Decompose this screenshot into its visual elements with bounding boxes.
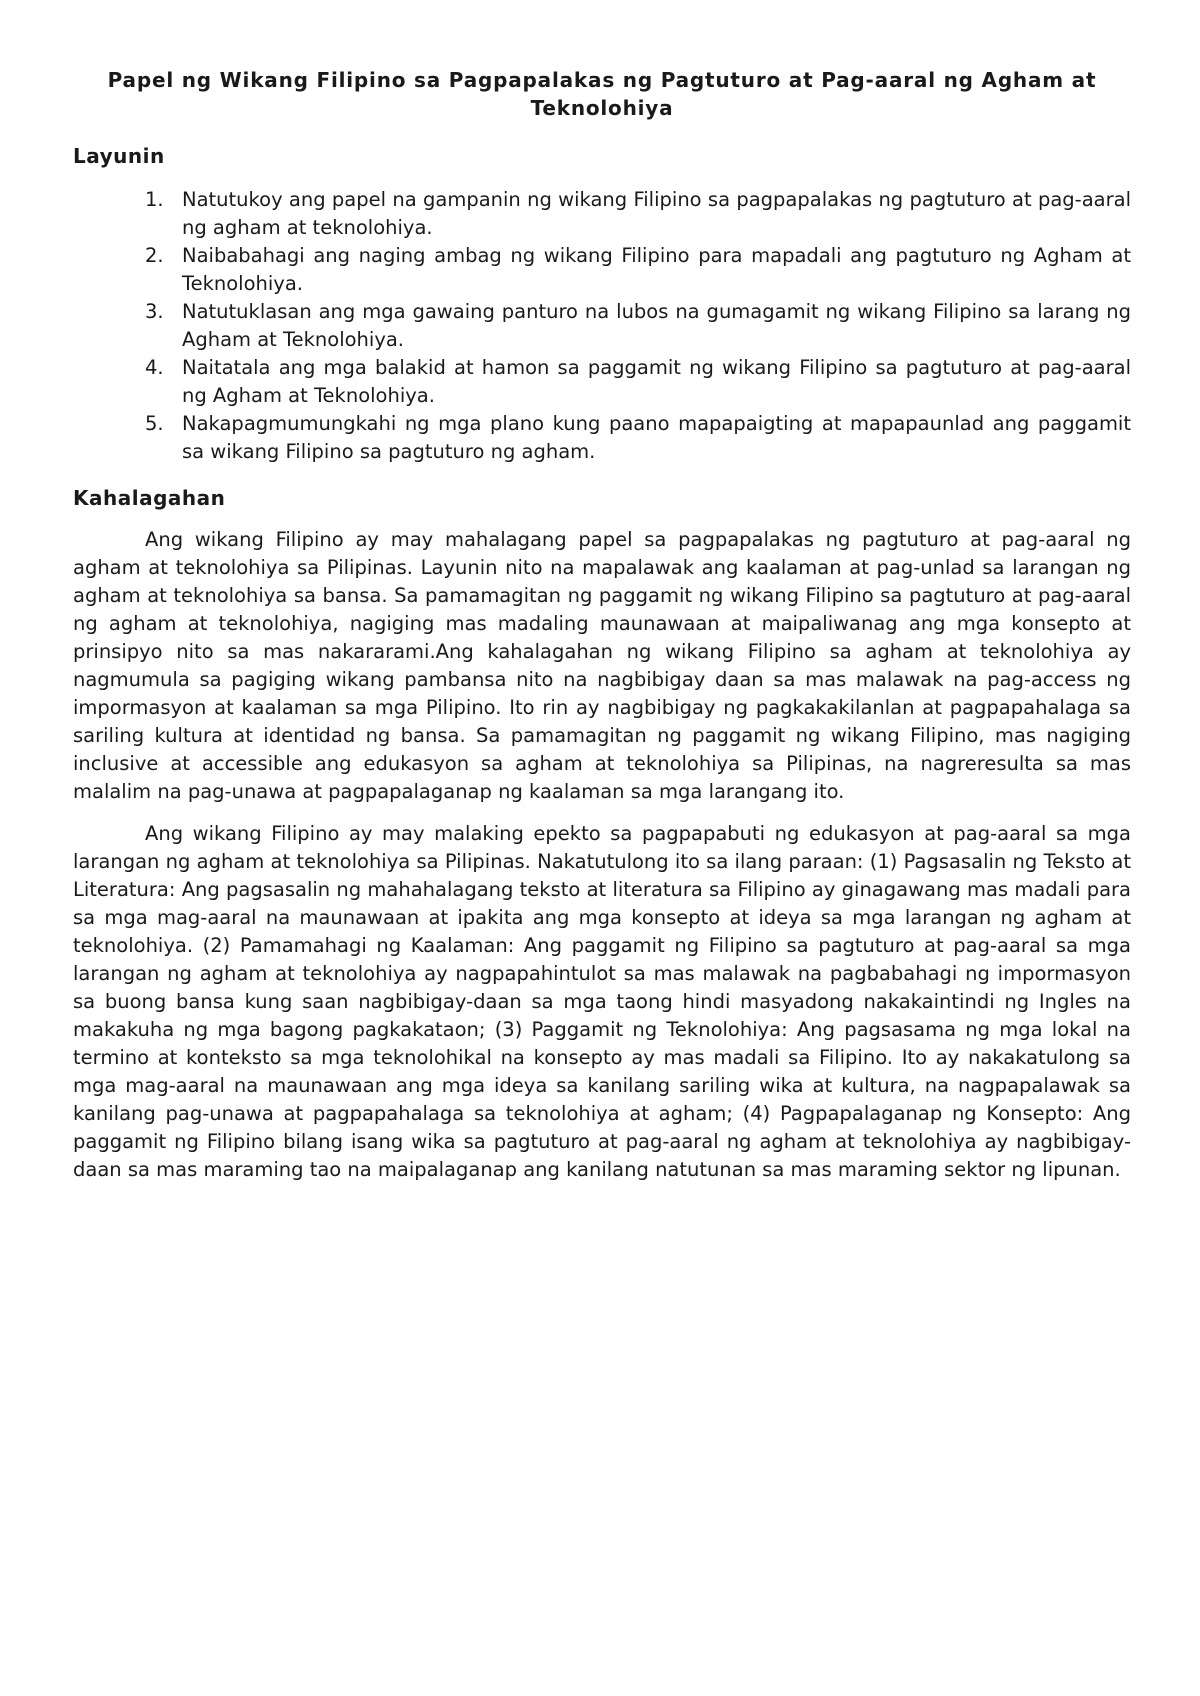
list-item-number: 3. bbox=[145, 300, 164, 323]
importance-heading: Kahalagahan bbox=[73, 486, 226, 510]
list-item-number: 2. bbox=[145, 244, 164, 267]
list-item bbox=[73, 186, 1131, 242]
list-item-text: Natutuklasan ang mga gawaing panturo na lubos na gumagamit ng wikang Filipino sa larang ng Agham at Teknolohiya. bbox=[182, 300, 1131, 351]
list-item-text: Naibabahagi ang naging ambag ng wikang Filipino para mapadali ang pagtuturo ng Agham at Teknolohiya. bbox=[182, 244, 1131, 295]
list-item-text: Natutukoy ang papel na gampanin ng wikang Filipino sa pagpapalakas ng pagtuturo at pag-aaral ng agham at teknolohiya. bbox=[182, 188, 1131, 239]
document-page bbox=[73, 66, 1131, 1198]
list-item bbox=[73, 242, 1131, 298]
list-item bbox=[73, 354, 1131, 410]
importance-paragraph-2: Ang wikang Filipino ay may malaking epekto sa pagpapabuti ng edukasyon at pag-aaral sa mga larangan ng agham at teknolohiya sa Pilipinas. Nakatutulong ito sa ilang paraan: (1) Pagsasalin ng Teksto at Literatura: Ang pagsasalin ng mahahalagang teksto at literatura sa Filipino ay ginagawang mas madali para sa mga mag-aaral na maunawaan at ipakita ang mga konsepto at ideya sa mga larangan ng agham at teknolohiya. (2) Pamamahagi ng Kaalaman: Ang paggamit ng Filipino sa pagtuturo at pag-aaral sa mga larangan ng agham at teknolohiya ay nagpapahintulot sa mas malawak na pagbabahagi ng impormasyon sa buong bansa kung saan nagbibigay-daan sa mga taong hindi masyadong nakakaintindi ng Ingles na makakuha ng mga bagong pagkakataon; (3) Paggamit ng Teknolohiya: Ang pagsasama ng mga lokal na termino at konteksto sa mga teknolohikal na konsepto ay mas madali sa Filipino. Ito ay nakakatulong sa mga mag-aaral na maunawaan ang mga ideya sa kanilang sariling wika at kultura, na nagpapalawak sa kanilang pag-unawa at pagpapahalaga sa teknolohiya at agham; (4) Pagpapalaganap ng Konsepto: Ang paggamit ng Filipino bilang isang wika sa pagtuturo at pag-aaral ng agham at teknolohiya ay nagbibigay-daan sa mas maraming tao na maipalaganap ang kanilang natutunan sa mas maraming sektor ng lipunan. bbox=[73, 822, 1131, 1181]
list-item-number: 4. bbox=[145, 356, 164, 379]
objectives-list bbox=[73, 186, 1131, 466]
objectives-heading: Layunin bbox=[73, 144, 165, 168]
document-title: Papel ng Wikang Filipino sa Pagpapalakas ng Pagtuturo at Pag-aaral ng Agham at Teknolohiya bbox=[107, 68, 1097, 120]
list-item bbox=[73, 298, 1131, 354]
list-item-text: Nakapagmumungkahi ng mga plano kung paano mapapaigting at mapapaunlad ang paggamit sa wikang Filipino sa pagtuturo ng agham. bbox=[182, 412, 1131, 463]
importance-paragraph-1: Ang wikang Filipino ay may mahalagang papel sa pagpapalakas ng pagtuturo at pag-aaral ng agham at teknolohiya sa Pilipinas. Layunin nito na mapalawak ang kaalaman at pag-unlad sa larangan ng agham at teknolohiya sa bansa. Sa pamamagitan ng paggamit ng wikang Filipino sa pagtuturo at pag-aaral ng agham at teknolohiya, nagiging mas madaling maunawaan at maipaliwanag ang mga konsepto at prinsipyo nito sa mas nakararami.Ang kahalagahan ng wikang Filipino sa agham at teknolohiya ay nagmumula sa pagiging wikang pambansa nito na nagbibigay daan sa mas malawak na pag-access ng impormasyon at kaalaman sa mga Pilipino. Ito rin ay nagbibigay ng pagkakakilanlan at pagpapahalaga sa sariling kultura at identidad ng bansa. Sa pamamagitan ng paggamit ng wikang Filipino, mas nagiging inclusive at accessible ang edukasyon sa agham at teknolohiya sa Pilipinas, na nagreresulta sa mas malalim na pag-unawa at pagpapalaganap ng kaalaman sa mga larangang ito. bbox=[73, 528, 1131, 803]
list-item-text: Naitatala ang mga balakid at hamon sa paggamit ng wikang Filipino sa pagtuturo at pag-aaral ng Agham at Teknolohiya. bbox=[182, 356, 1131, 407]
list-item-number: 5. bbox=[145, 412, 164, 435]
list-item-number: 1. bbox=[145, 188, 164, 211]
list-item bbox=[73, 410, 1131, 466]
